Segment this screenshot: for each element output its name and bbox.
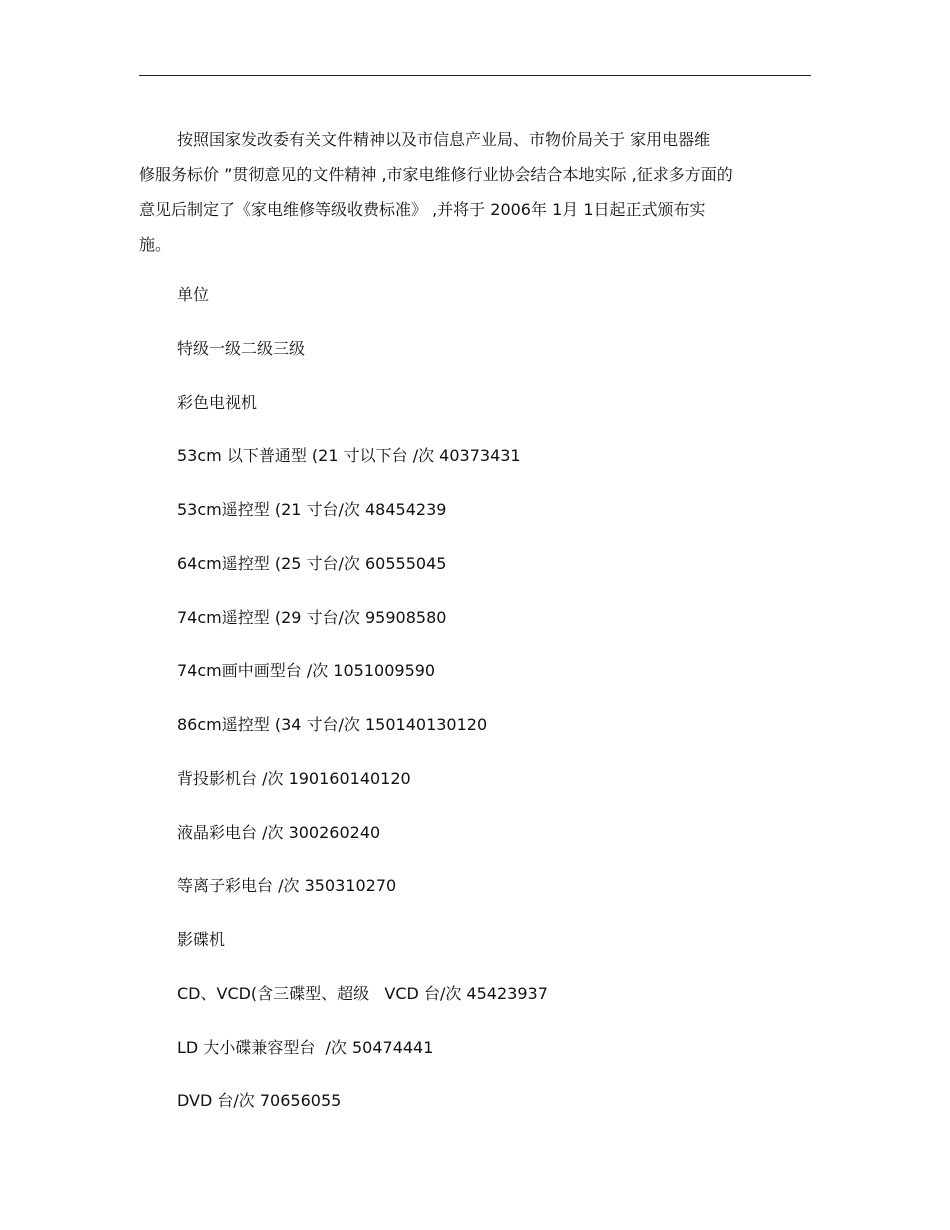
list-item: 等离子彩电台 /次 350310270	[177, 876, 397, 896]
list-item: 影碟机	[177, 930, 226, 949]
fee-list	[177, 282, 548, 1142]
list-item: 74cm画中画型台 /次 1051009590	[177, 661, 436, 681]
list-item: 64cm遥控型 (25 寸台/次 60555045	[177, 553, 447, 573]
list-item: 86cm遥控型 (34 寸台/次 150140130120	[177, 715, 488, 734]
intro-line: 按照国家发改委有关文件精神以及市信息产业局、市物价局关于 家用电器维	[177, 130, 711, 149]
intro-paragraph	[139, 122, 811, 262]
list-item: 单位	[177, 285, 210, 304]
list-item: 特级一级二级三级	[177, 338, 306, 358]
list-item: 74cm遥控型 (29 寸台/次 95908580	[177, 607, 447, 627]
intro-line: 施。	[139, 235, 172, 254]
list-item: CD、VCD(含三碟型、超级 VCD 台/次 45423937	[177, 983, 548, 1003]
list-item: 53cm遥控型 (21 寸台/次 48454239	[177, 500, 447, 519]
list-item: 液晶彩电台 /次 300260240	[177, 822, 381, 842]
list-item: 53cm 以下普通型 (21 寸以下台 /次 40373431	[177, 446, 521, 466]
list-item: DVD 台/次 70656055	[177, 1091, 342, 1111]
header-rule	[139, 75, 811, 76]
list-item: 彩色电视机	[177, 392, 258, 412]
list-item: LD 大小碟兼容型台 /次 50474441	[177, 1037, 434, 1057]
intro-line: 修服务标价 ”贯彻意见的文件精神 ,市家电维修行业协会结合本地实际 ,征求多方面的	[139, 165, 733, 184]
list-item: 背投影机台 /次 190160140120	[177, 768, 411, 788]
intro-line: 意见后制定了《家电维修等级收费标准》 ,并将于 2006年 1月 1日起正式颁布实	[139, 200, 706, 219]
